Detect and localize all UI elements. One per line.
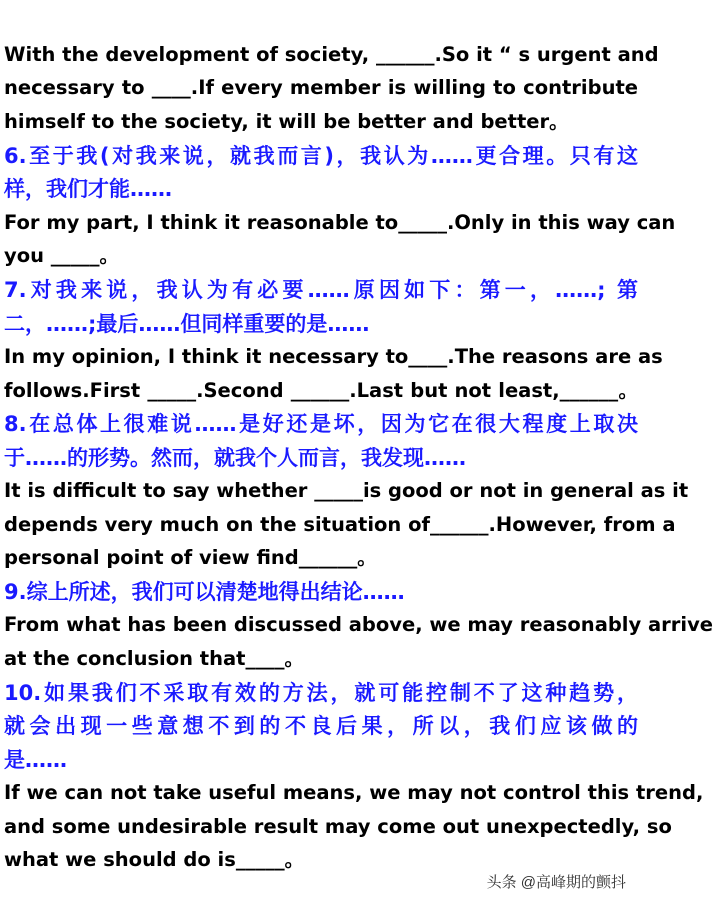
text-line-11: follows.First _____.Second ______.Last but not least,______。 — [4, 379, 638, 402]
text-line-24: and some undesirable result may come out unexpectedly, so — [4, 815, 672, 838]
text-line-25: what we should do is_____。 — [4, 848, 305, 871]
heading-7-line-1: 7.对我来说，我认为有必要……原因如下：第一，……; 第 — [4, 278, 638, 302]
heading-9: 9.综上所述，我们可以清楚地得出结论…… — [4, 580, 405, 604]
text-line-18: From what has been discussed above, we may reasonably arrive — [4, 613, 713, 636]
text-line-10: In my opinion, I think it necessary to____.The reasons are as — [4, 345, 663, 368]
text-line-6: For my part, I think it reasonable to_____.Only in this way can — [4, 211, 676, 234]
text-line-1: With the development of society, ______.So it “ s urgent and — [4, 43, 659, 66]
text-line-15: depends very much on the situation of______.However, from a — [4, 513, 676, 536]
watermark-label: 头条 @高峰期的颤抖 — [486, 874, 626, 891]
heading-10-line-1: 10.如果我们不采取有效的方法，就可能控制不了这种趋势， — [4, 681, 638, 705]
heading-10-line-3: 是…… — [4, 748, 67, 772]
text-line-16: personal point of view find______。 — [4, 546, 377, 569]
text-line-19: at the conclusion that____。 — [4, 647, 304, 670]
text-line-3: himself to the society, it will be better and better。 — [4, 110, 569, 133]
heading-8-line-2: 于……的形势。然而，就我个人而言，我发现…… — [4, 446, 466, 470]
text-line-23: If we can not take useful means, we may not control this trend, — [4, 781, 704, 804]
heading-10-line-2: 就会出现一些意想不到的不良后果，所以，我们应该做的 — [4, 714, 638, 738]
heading-8-line-1: 8.在总体上很难说……是好还是坏，因为它在很大程度上取决 — [4, 412, 638, 436]
heading-7-line-2: 二，……;最后……但同样重要的是…… — [4, 312, 370, 336]
text-line-7: you _____。 — [4, 244, 120, 267]
text-line-2: necessary to ____.If every member is willing to contribute — [4, 76, 638, 99]
heading-6-line-2: 样，我们才能…… — [4, 177, 172, 201]
heading-6-line-1: 6.至于我(对我来说，就我而言)，我认为……更合理。只有这 — [4, 144, 638, 168]
text-line-14: It is difficult to say whether _____is good or not in general as it — [4, 479, 689, 502]
